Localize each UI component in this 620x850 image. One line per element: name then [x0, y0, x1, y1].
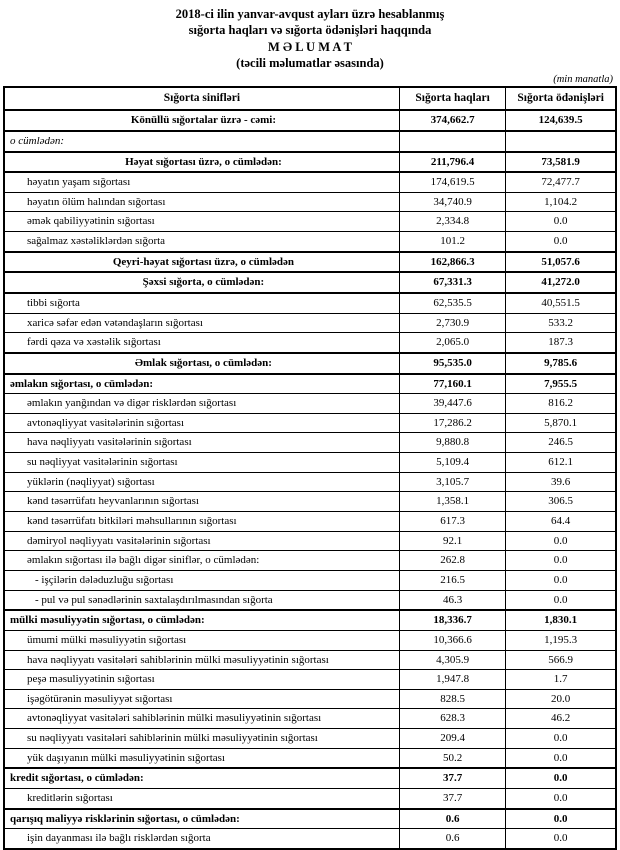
row-premiums-value: 174,619.5 — [399, 172, 505, 192]
row-payments-value: 20.0 — [506, 689, 616, 709]
row-premiums-value: 10,366.6 — [399, 630, 505, 650]
row-premiums-value: 62,535.5 — [399, 293, 505, 313]
row-premiums-value: 50.2 — [399, 748, 505, 768]
row-payments-value: 0.0 — [506, 570, 616, 590]
row-premiums-value: 2,065.0 — [399, 333, 505, 353]
table-row — [4, 192, 616, 212]
report-title — [3, 4, 617, 71]
row-premiums-value: 92.1 — [399, 531, 505, 551]
row-label: Könüllü sığortalar üzrə - cəmi: — [4, 110, 399, 131]
row-label: işəgötürənin məsuliyyət sığortası — [4, 689, 399, 709]
table-row — [4, 610, 616, 630]
row-label: mülki məsuliyyətin sığortası, o cümlədən: — [4, 610, 399, 630]
header-payments: Sığorta ödənişləri — [506, 87, 616, 110]
row-label: hava nəqliyyatı vasitələri sahiblərinin mülki məsuliyyətinin sığortası — [4, 650, 399, 670]
row-payments-value: 72,477.7 — [506, 172, 616, 192]
row-premiums-value: 37.7 — [399, 789, 505, 809]
row-label: yük daşıyanın mülki məsuliyyətinin sığortası — [4, 748, 399, 768]
row-label: ümumi mülki məsuliyyətin sığortası — [4, 630, 399, 650]
row-payments-value: 1,104.2 — [506, 192, 616, 212]
table-row — [4, 829, 616, 849]
table-row — [4, 313, 616, 333]
table-row — [4, 689, 616, 709]
row-payments-value: 73,581.9 — [506, 152, 616, 173]
table-row — [4, 353, 616, 374]
table-row — [4, 110, 616, 131]
title-line-2: sığorta haqları və sığorta ödənişləri haqqında — [188, 23, 432, 38]
table-row — [4, 413, 616, 433]
row-label: kredit sığortası, o cümlədən: — [4, 768, 399, 788]
row-label: o cümlədən: — [4, 131, 399, 152]
row-payments-value: 124,639.5 — [506, 110, 616, 131]
row-premiums-value: 95,535.0 — [399, 353, 505, 374]
row-payments-value: 39.6 — [506, 472, 616, 492]
row-label: kreditlərin sığortası — [4, 789, 399, 809]
insurance-table — [3, 86, 617, 850]
table-row — [4, 333, 616, 353]
row-payments-value: 187.3 — [506, 333, 616, 353]
row-payments-value: 7,955.5 — [506, 374, 616, 394]
table-row — [4, 789, 616, 809]
row-payments-value: 0.0 — [506, 809, 616, 829]
row-label: Qeyri-həyat sığortası üzrə, o cümlədən — [4, 252, 399, 273]
row-label: həyatın yaşam sığortası — [4, 172, 399, 192]
row-premiums-value: 17,286.2 — [399, 413, 505, 433]
row-premiums-value: 4,305.9 — [399, 650, 505, 670]
table-body — [4, 110, 616, 849]
row-premiums-value: 46.3 — [399, 590, 505, 610]
table-row — [4, 272, 616, 293]
row-label: Şəxsi sığorta, o cümlədən: — [4, 272, 399, 293]
row-label: yüklərin (nəqliyyat) sığortası — [4, 472, 399, 492]
row-premiums-value: 162,866.3 — [399, 252, 505, 273]
row-label: əmlakın yanğından və digər risklərdən sığortası — [4, 394, 399, 414]
row-label: tibbi sığorta — [4, 293, 399, 313]
row-payments-value: 0.0 — [506, 768, 616, 788]
row-payments-value: 0.0 — [506, 590, 616, 610]
title-line-3: M Ə L U M A T — [267, 39, 352, 54]
row-label: avtonəqliyyat vasitələrinin sığortası — [4, 413, 399, 433]
row-premiums-value: 211,796.4 — [399, 152, 505, 173]
row-payments-value: 0.0 — [506, 232, 616, 252]
row-payments-value: 1.7 — [506, 670, 616, 690]
row-payments-value: 246.5 — [506, 433, 616, 453]
row-payments-value: 51,057.6 — [506, 252, 616, 273]
row-payments-value: 1,195.3 — [506, 630, 616, 650]
row-premiums-value: 828.5 — [399, 689, 505, 709]
row-payments-value: 0.0 — [506, 212, 616, 232]
row-label: xaricə səfər edən vətəndaşların sığortası — [4, 313, 399, 333]
row-label: su nəqliyyatı vasitələri sahiblərinin mülki məsuliyyətinin sığortası — [4, 729, 399, 749]
row-payments-value: 0.0 — [506, 551, 616, 571]
row-label: kənd təsərrüfatı heyvanlarının sığortası — [4, 492, 399, 512]
table-row — [4, 172, 616, 192]
table-row — [4, 374, 616, 394]
row-payments-value: 0.0 — [506, 748, 616, 768]
row-label: Həyat sığortası üzrə, o cümlədən: — [4, 152, 399, 173]
table-row — [4, 768, 616, 788]
row-premiums-value: 2,334.8 — [399, 212, 505, 232]
row-label: - işçilərin dələduzluğu sığortası — [4, 570, 399, 590]
row-premiums-value: 1,358.1 — [399, 492, 505, 512]
row-payments-value — [506, 131, 616, 152]
row-label: su nəqliyyat vasitələrinin sığortası — [4, 453, 399, 473]
row-premiums-value: 1,947.8 — [399, 670, 505, 690]
row-payments-value: 46.2 — [506, 709, 616, 729]
row-label: hava nəqliyyatı vasitələrinin sığortası — [4, 433, 399, 453]
row-payments-value: 64.4 — [506, 512, 616, 532]
row-payments-value: 566.9 — [506, 650, 616, 670]
row-payments-value: 41,272.0 — [506, 272, 616, 293]
row-payments-value: 306.5 — [506, 492, 616, 512]
row-premiums-value: 101.2 — [399, 232, 505, 252]
row-premiums-value: 617.3 — [399, 512, 505, 532]
table-row — [4, 131, 616, 152]
title-line-1: 2018-ci ilin yanvar-avqust ayları üzrə hesablanmış — [175, 7, 445, 21]
row-premiums-value: 37.7 — [399, 768, 505, 788]
row-payments-value: 1,830.1 — [506, 610, 616, 630]
table-row — [4, 630, 616, 650]
table-row — [4, 293, 616, 313]
table-row — [4, 748, 616, 768]
table-row — [4, 670, 616, 690]
header-premiums: Sığorta haqları — [399, 87, 505, 110]
row-label: qarışıq maliyyə risklərinin sığortası, o cümlədən: — [4, 809, 399, 829]
row-label: peşə məsuliyyətinin sığortası — [4, 670, 399, 690]
table-row — [4, 212, 616, 232]
row-label: avtonəqliyyat vasitələri sahiblərinin mülki məsuliyyətinin sığortası — [4, 709, 399, 729]
row-payments-value: 0.0 — [506, 829, 616, 849]
row-premiums-value: 374,662.7 — [399, 110, 505, 131]
table-row — [4, 650, 616, 670]
row-payments-value: 9,785.6 — [506, 353, 616, 374]
table-row — [4, 152, 616, 173]
row-payments-value: 0.0 — [506, 729, 616, 749]
row-premiums-value: 67,331.3 — [399, 272, 505, 293]
row-label: Əmlak sığortası, o cümlədən: — [4, 353, 399, 374]
title-line-4: (təcili məlumatlar əsasında) — [236, 55, 384, 70]
row-premiums-value: 9,880.8 — [399, 433, 505, 453]
table-row — [4, 551, 616, 571]
table-row — [4, 809, 616, 829]
table-row — [4, 453, 616, 473]
table-row — [4, 433, 616, 453]
row-premiums-value: 0.6 — [399, 829, 505, 849]
row-premiums-value: 34,740.9 — [399, 192, 505, 212]
row-premiums-value: 18,336.7 — [399, 610, 505, 630]
row-premiums-value: 2,730.9 — [399, 313, 505, 333]
table-row — [4, 531, 616, 551]
row-premiums-value: 39,447.6 — [399, 394, 505, 414]
table-row — [4, 232, 616, 252]
row-premiums-value: 77,160.1 — [399, 374, 505, 394]
row-premiums-value: 262.8 — [399, 551, 505, 571]
row-label: əmək qabiliyyətinin sığortası — [4, 212, 399, 232]
row-label: dəmiryol nəqliyyatı vasitələrinin sığortası — [4, 531, 399, 551]
row-label: fərdi qəza və xəstəlik sığortası — [4, 333, 399, 353]
unit-note: (min manatla) — [553, 74, 613, 85]
row-label: - pul və pul sənədlərinin saxtalaşdırılmasından sığorta — [4, 590, 399, 610]
row-label: sağalmaz xəstəliklərdən sığorta — [4, 232, 399, 252]
table-row — [4, 512, 616, 532]
table-row — [4, 394, 616, 414]
row-premiums-value: 3,105.7 — [399, 472, 505, 492]
table-row — [4, 472, 616, 492]
row-premiums-value: 628.3 — [399, 709, 505, 729]
row-label: kənd təsərrüfatı bitkiləri məhsullarının sığortası — [4, 512, 399, 532]
row-payments-value: 612.1 — [506, 453, 616, 473]
row-label: əmlakın sığortası, o cümlədən: — [4, 374, 399, 394]
table-row — [4, 709, 616, 729]
row-premiums-value — [399, 131, 505, 152]
header-insurance-classes: Sığorta sinifləri — [4, 87, 399, 110]
row-label: əmlakın sığortası ilə bağlı digər siniflər, o cümlədən: — [4, 551, 399, 571]
table-row — [4, 590, 616, 610]
row-label: həyatın ölüm halından sığortası — [4, 192, 399, 212]
table-row — [4, 252, 616, 273]
table-row — [4, 570, 616, 590]
row-premiums-value: 209.4 — [399, 729, 505, 749]
table-header-row — [4, 87, 616, 110]
row-label: işin dayanması ilə bağlı risklərdən sığorta — [4, 829, 399, 849]
row-payments-value: 40,551.5 — [506, 293, 616, 313]
table-row — [4, 492, 616, 512]
row-payments-value: 0.0 — [506, 789, 616, 809]
row-payments-value: 816.2 — [506, 394, 616, 414]
row-premiums-value: 216.5 — [399, 570, 505, 590]
row-payments-value: 0.0 — [506, 531, 616, 551]
table-row — [4, 729, 616, 749]
row-payments-value: 5,870.1 — [506, 413, 616, 433]
row-payments-value: 533.2 — [506, 313, 616, 333]
row-premiums-value: 0.6 — [399, 809, 505, 829]
row-premiums-value: 5,109.4 — [399, 453, 505, 473]
